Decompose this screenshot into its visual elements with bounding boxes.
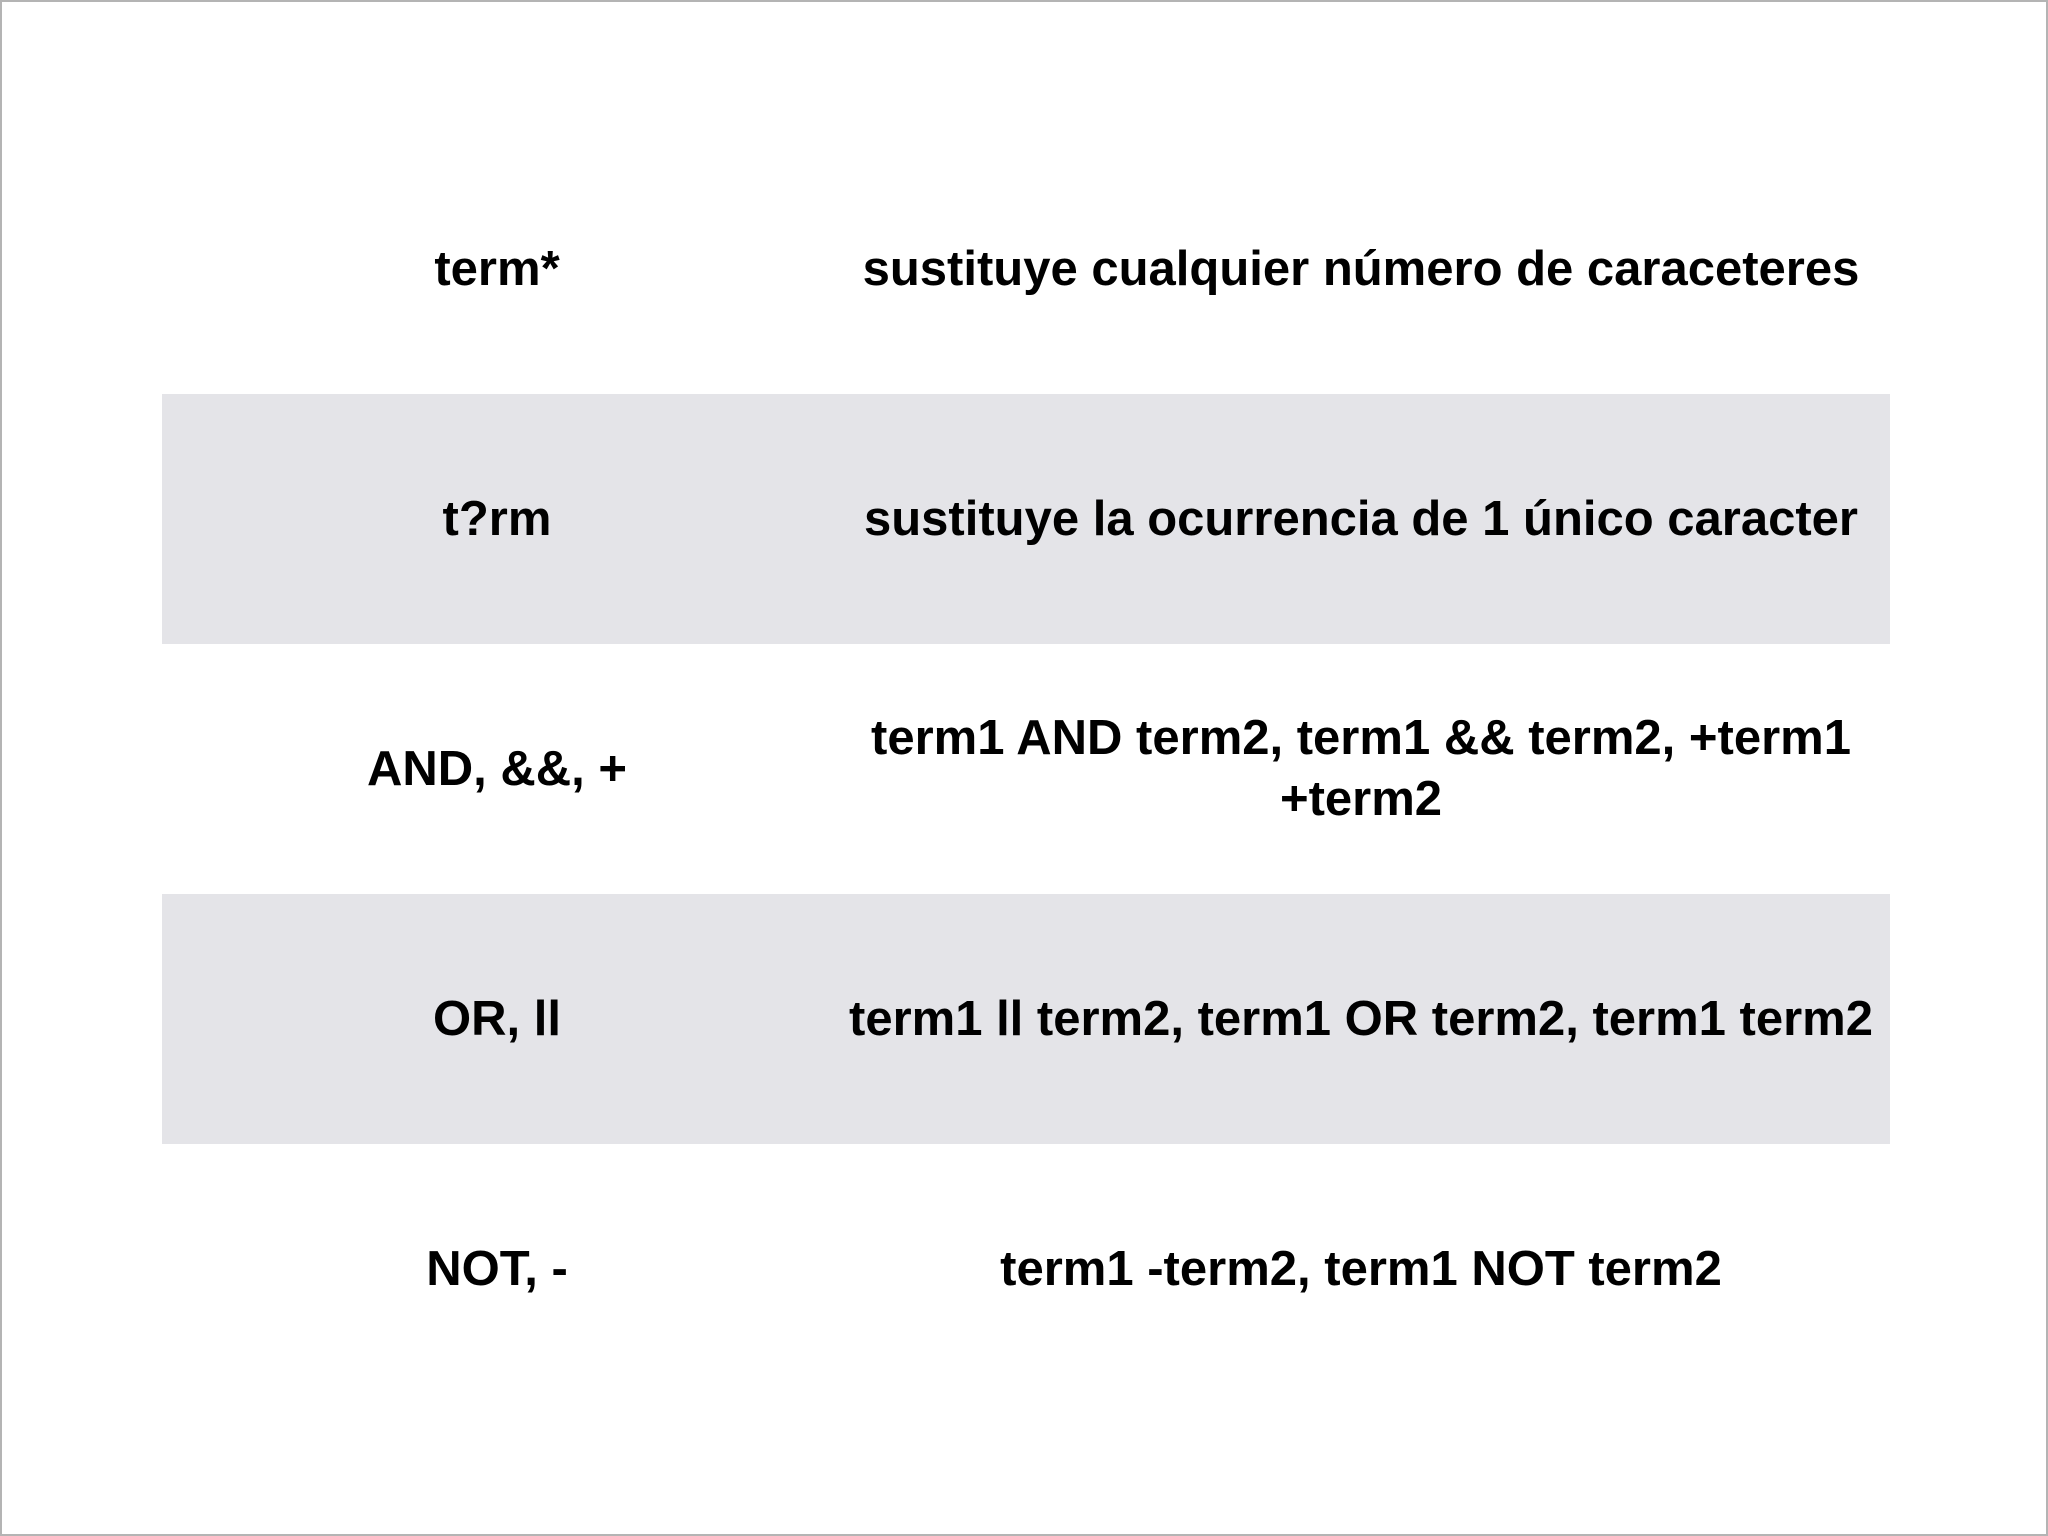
operator-term: NOT, - bbox=[426, 1242, 568, 1296]
operator-description: term1 AND term2, term1 && term2, +term1 +term2 bbox=[871, 711, 1851, 826]
operator-description: term1 ll term2, term1 OR term2, term1 term2 bbox=[849, 991, 1873, 1046]
operator-term: OR, ll bbox=[433, 992, 561, 1046]
operator-term: AND, &&, + bbox=[366, 742, 627, 796]
operator-description: term1 -term2, term1 NOT term2 bbox=[1000, 1241, 1722, 1296]
operators-table bbox=[162, 144, 1890, 1394]
operator-term: term* bbox=[434, 242, 560, 296]
table-row bbox=[162, 894, 1890, 1144]
operator-description: sustituye la ocurrencia de 1 único caracter bbox=[863, 491, 1859, 546]
table-row bbox=[162, 394, 1890, 644]
table-row bbox=[162, 1144, 1890, 1394]
table-row bbox=[162, 644, 1890, 894]
table-row bbox=[162, 144, 1890, 394]
operator-term: t?rm bbox=[442, 492, 552, 546]
operator-description: sustituye cualquier número de caraceteres bbox=[862, 241, 1860, 296]
